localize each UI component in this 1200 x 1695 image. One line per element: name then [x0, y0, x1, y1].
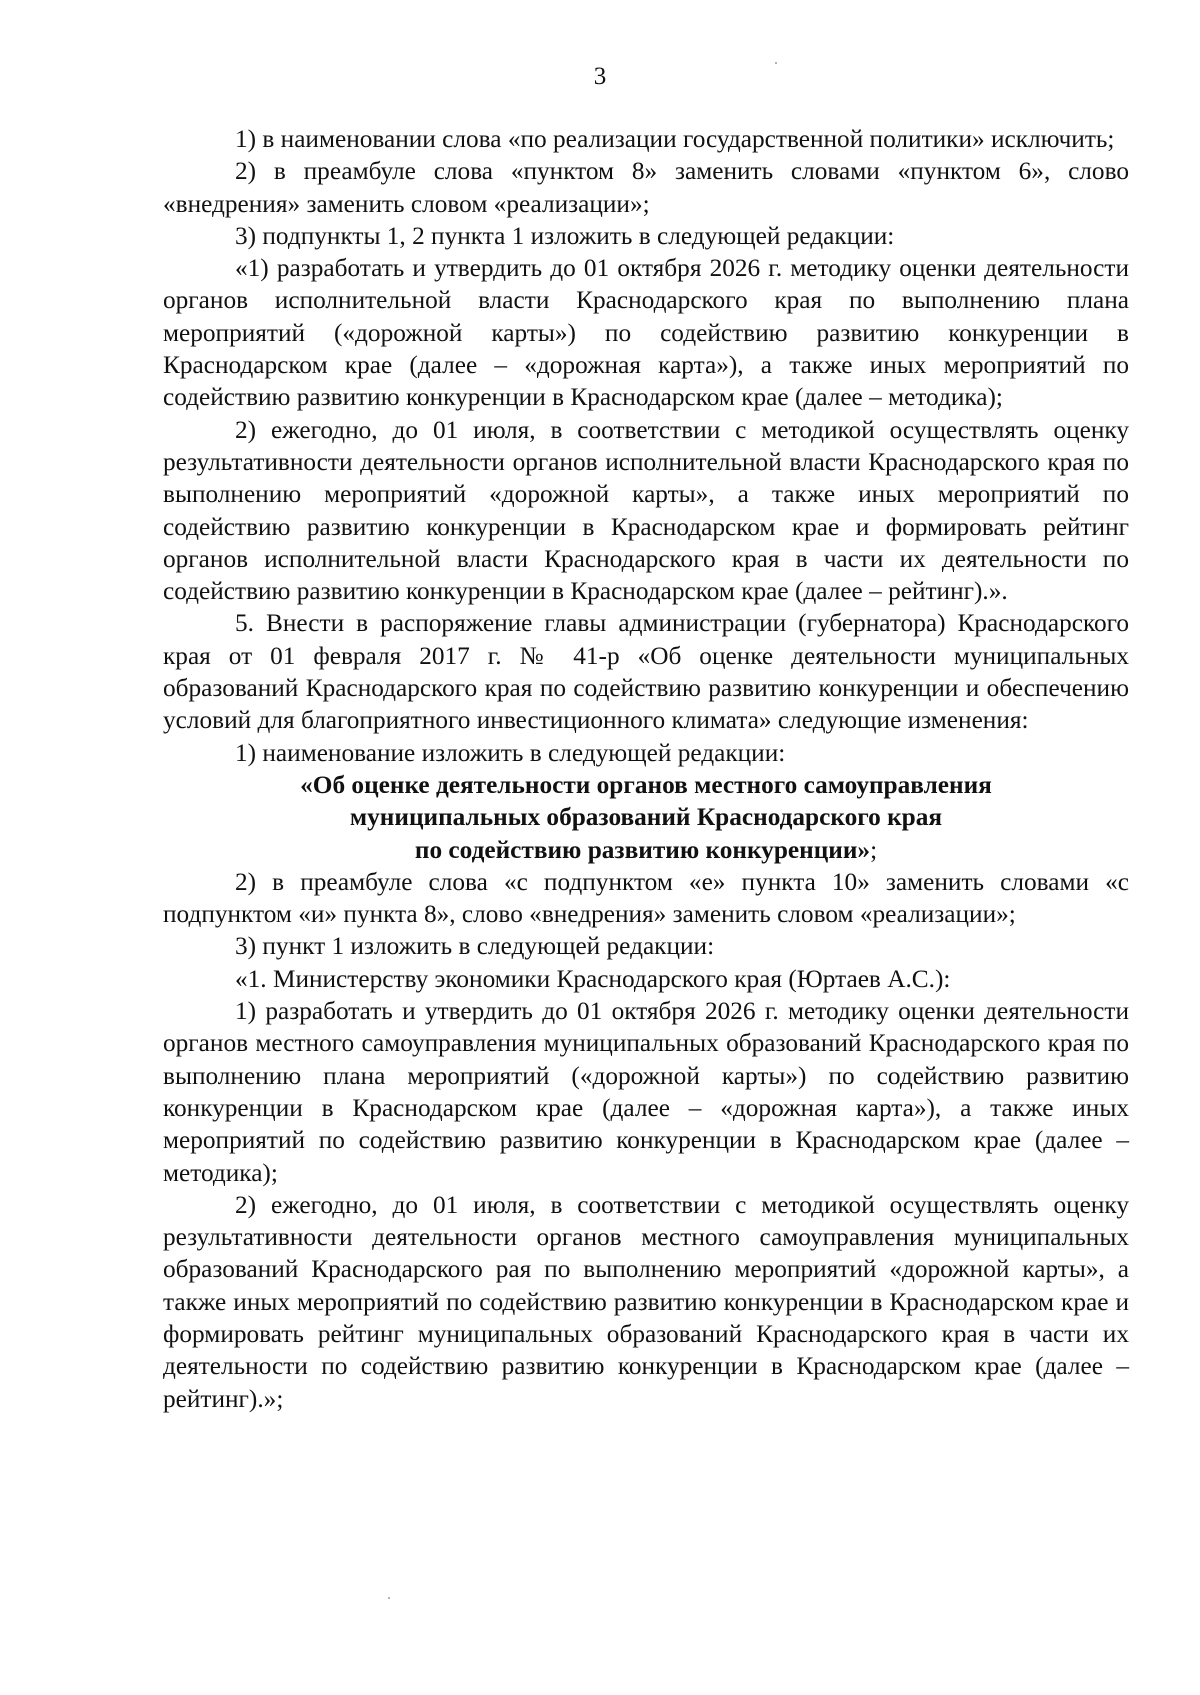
paragraph-preamble-change-2: 2) в преамбуле слова «с подпунктом «е» пункта 10» заменить словами «с подпунктом «и» пункта 8», слово «внедрения» заменить словом «реализации»; [163, 867, 1129, 929]
new-title-line-3-text: по содействию развитию конкуренции» [414, 835, 871, 864]
paragraph-item-3-subitems: 3) подпункты 1, 2 пункта 1 изложить в следующей редакции: [235, 221, 895, 250]
scan-speck [775, 62, 777, 64]
document-body [163, 123, 1129, 1415]
new-title-line-3 [163, 834, 1129, 866]
paragraph-item-1-name-change: 1) в наименовании слова «по реализации государственной политики» исключить; [235, 125, 1115, 153]
paragraph-quote-annual-rating: 2) ежегодно, до 01 июля, в соответствии с методикой осуществлять оценку результативности деятельности органов исполнительной власти Краснодарского края по выполнению мероприятий «дорожной карты», а также иных мероприятий по содействию развитию конкуренции в Краснодарском крае и формировать рейтинг органов исполнительной власти Краснодарского края в части их деятельности по содействию развитию конкуренции в Краснодарском крае (далее – рейтинг).». [163, 415, 1129, 606]
paragraph-ministry: «1. Министерству экономики Краснодарского края (Юртаев А.С.): [235, 964, 951, 993]
paragraph-quote-develop-methodology: «1) разработать и утвердить до 01 октября 2026 г. методику оценки деятельности органов исполнительной власти Краснодарского края по выполнению плана мероприятий («дорожной карты») по содействию развитию конкуренции в Краснодарском крае (далее – «дорожная карта»), а также иных мероприятий по содействию развитию конкуренции в Краснодарском крае (далее – методика); [163, 254, 1129, 412]
paragraph-item-2-preamble: 2) в преамбуле слова «пунктом 8» заменить словами «пунктом 6», слово «внедрения» заменить словом «реализации»; [163, 157, 1129, 218]
paragraph-section-5: 5. Внести в распоряжение главы администрации (губернатора) Краснодарского края от 01 февраля 2017 г. № 41-р «Об оценке деятельности муниципальных образований Краснодарского края по содействию развитию конкуренции и обеспечению условий для благоприятного инвестиционного климата» следующие изменения: [163, 609, 1129, 735]
paragraph-municipal-methodology: 1) разработать и утвердить до 01 октября 2026 г. методику оценки деятельности органов местного самоуправления муниципальных образований Краснодарского края по выполнению плана мероприятий («дорожной карты») по содействию развитию конкуренции в Краснодарском крае (далее – «дорожная карта»), а также иных мероприятий по содействию развитию конкуренции в Краснодарском крае (далее – методика); [163, 997, 1129, 1187]
new-title-heading [163, 769, 1129, 866]
scan-speck [388, 1597, 390, 1599]
paragraph-municipal-rating: 2) ежегодно, до 01 июля, в соответствии с методикой осуществлять оценку результативности деятельности органов местного самоуправления муниципальных образований Краснодарского рая по выполнению мероприятий «дорожной карты», а также иных мероприятий по содействию развитию конкуренции в Краснодарском крае и формировать рейтинг муниципальных образований Краснодарского края в части их деятельности по содействию развитию конкуренции в Краснодарском крае (далее – рейтинг).»; [163, 1190, 1129, 1413]
new-title-line-2: муниципальных образований Краснодарского края [349, 803, 943, 832]
paragraph-name-edit: 1) наименование изложить в следующей редакции: [235, 738, 786, 767]
new-title-tail: ; [870, 835, 878, 864]
new-title-line-1: «Об оценке деятельности органов местного самоуправления [300, 770, 992, 799]
paragraph-point-1-edit: 3) пункт 1 изложить в следующей редакции: [235, 932, 715, 961]
page-number: 3 [593, 63, 607, 90]
